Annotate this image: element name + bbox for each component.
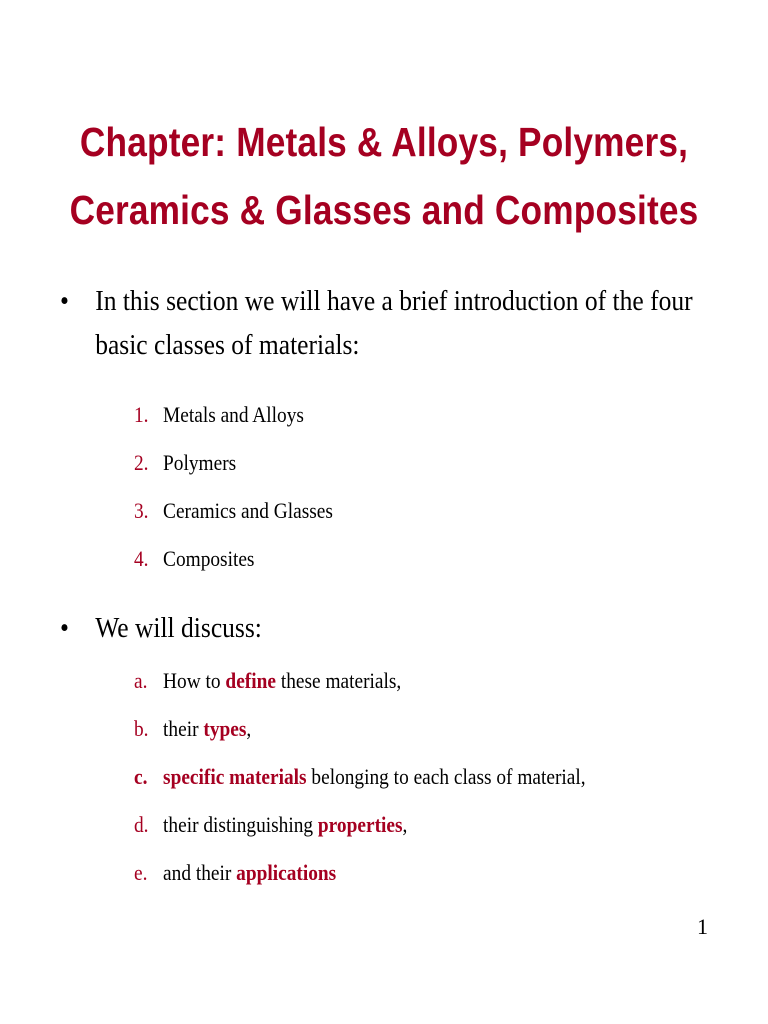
bullet-dot-icon: • (60, 285, 69, 317)
list-item-marker: 3. (134, 498, 149, 523)
list-item-marker: 4. (134, 546, 149, 571)
slide-title-line-1: Chapter: Metals & Alloys, Polymers, (79, 119, 689, 165)
intro-bullet-text: In this section we will have a brief introduction of the four basic classes of materials: (95, 285, 693, 361)
list-item-marker: 2. (134, 450, 149, 475)
topic-text-after: , (402, 812, 408, 837)
topic-emphasis: properties (317, 812, 403, 837)
list-item-text: Polymers (163, 450, 237, 475)
discuss-bullet (60, 606, 650, 650)
slide-title-line-2: Ceramics & Glasses and Composites (69, 187, 699, 233)
topic-text-after: these materials, (275, 668, 402, 693)
topic-text-before: How to (163, 668, 226, 693)
list-item-marker: e. (134, 860, 148, 885)
list-item-marker: c. (134, 764, 148, 789)
bullet-dot-icon: • (60, 612, 69, 644)
topic-text-before: their distinguishing (163, 812, 318, 837)
topic-emphasis: applications (236, 860, 337, 885)
page-number: 1 (697, 914, 708, 939)
topic-emphasis: types (203, 716, 247, 741)
list-item (134, 849, 586, 897)
topic-text-before: their (163, 716, 204, 741)
list-item (134, 487, 333, 535)
list-item-text: Ceramics and Glasses (163, 498, 333, 523)
topic-text-after: belonging to each class of material, (306, 764, 586, 789)
topic-emphasis: define (225, 668, 276, 693)
list-item (134, 535, 333, 583)
list-item-marker: d. (134, 812, 149, 837)
list-item-text: Composites (163, 546, 255, 571)
topic-text-before: and their (163, 860, 237, 885)
intro-bullet (60, 279, 693, 367)
slide-title (54, 108, 714, 244)
discuss-bullet-text: We will discuss: (95, 612, 262, 644)
list-item-text: Metals and Alloys (163, 402, 304, 427)
topic-emphasis: specific materials (163, 764, 307, 789)
topic-text-after: , (246, 716, 252, 741)
list-item (134, 801, 586, 849)
material-classes-list (134, 391, 333, 583)
list-item (134, 657, 586, 705)
list-item (134, 439, 333, 487)
list-item-marker: a. (134, 668, 148, 693)
list-item (134, 705, 586, 753)
discussion-topics-list (134, 657, 586, 897)
list-item (134, 391, 333, 439)
list-item (134, 753, 586, 801)
list-item-marker: 1. (134, 402, 149, 427)
list-item-marker: b. (134, 716, 149, 741)
